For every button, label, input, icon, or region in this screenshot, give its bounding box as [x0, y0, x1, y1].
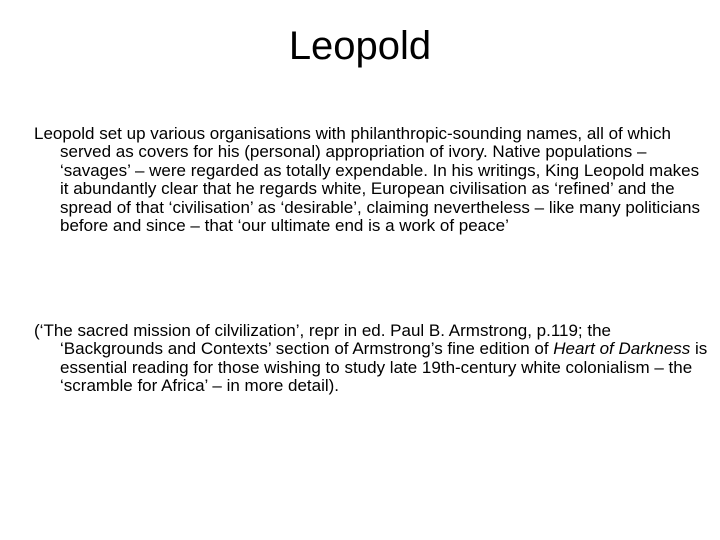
body-paragraph-1: Leopold set up various organisations with philanthropic-sounding names, all of which served as covers for his (personal) appropriation of ivory. Native populations – ‘savages’ – were regarded as totally expendable. In his writings, King Leopold makes it abundantly clear that he regards white, European civilisation as ‘refined’ and the spread of that ‘civilisation’ as ‘desirable’, claiming nevertheless – like many politicians before and since – that ‘our ultimate end is a work of peace’ [34, 124, 701, 236]
body-paragraph-2 [34, 322, 710, 396]
citation-text-after-title: is essential reading for those wishing to study late 19th-century white colonialism – the ‘scramble for Africa’ – in more detail). [60, 339, 708, 396]
citation-text-before-title: (‘The sacred mission of cilvilization’, repr in ed. Paul B. Armstrong, p.119; the ‘Backgrounds and Contexts’ section of Armstrong’s fine edition of [34, 321, 611, 359]
slide-title: Leopold [288, 24, 432, 68]
book-title: Heart of Darkness [553, 339, 691, 359]
